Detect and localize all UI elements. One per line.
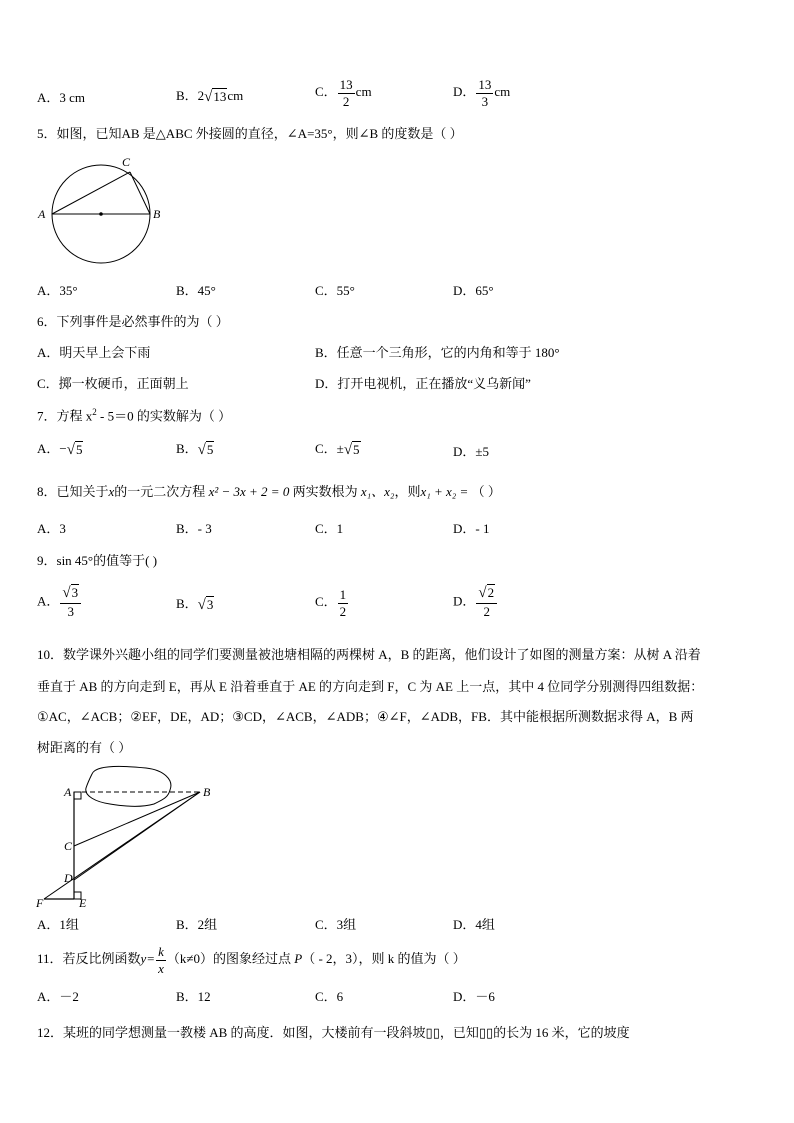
q9-option-c: C． $\frac{1}{2}$ [315, 587, 347, 619]
q10-line-2: 垂直于 AB 的方向走到 E，再从 E 沿着垂直于 AE 的方向走到 F，C 为 AE 上一点，其中 4 位同学分别测得四组数据： [37, 679, 704, 694]
q9-stem: 9．sin 45°的值等于( ) [37, 553, 158, 568]
q5-circle-figure [34, 150, 174, 280]
q5-stem: 5．如图，已知AB 是△ABC 外接圆的直径，∠A=35°，则∠B 的度数是（ ） [37, 126, 463, 141]
q10-line-4: 树距离的有（ ） [37, 740, 132, 755]
q5-option-b: B．45° [176, 283, 216, 298]
fig-label-c: C [122, 155, 131, 169]
q6-option-c: C．掷一枚硬币，正面朝上 [37, 376, 189, 391]
q11-option-d: D．－6 [453, 989, 495, 1004]
q7-option-b: B．√5 [176, 441, 214, 458]
fig-label-b: B [203, 785, 211, 799]
q6-option-a: A．明天早上会下雨 [37, 345, 151, 360]
q4-option-b: B．2√13cm [176, 88, 244, 105]
fig-label-f: F [36, 896, 44, 910]
q6-option-b: B．任意一个三角形，它的内角和等于 180° [315, 345, 560, 360]
fig-label-b: B [153, 207, 161, 221]
q4-option-d: D． $\frac{13}{3}$ cm [453, 77, 511, 109]
q8-option-d: D．- 1 [453, 521, 490, 536]
q8-option-a: A．3 [37, 521, 66, 536]
q4-option-a: A．3 cm [37, 90, 86, 105]
q9-option-b: B．√3 [176, 596, 214, 613]
q10-line-1: 10．数学课外兴趣小组的同学们要测量被池塘相隔的两棵树 A，B 的距离，他们设计了如图的测量方案：从树 A 沿着 [37, 647, 701, 662]
q10-line-3: ①AC，∠ACB；②EF，DE，AD；③CD，∠ACB，∠ADB；④∠F，∠ADB，FB．其中能根据所测数据求得 A，B 两 [37, 709, 694, 724]
q11-option-a: A．－2 [37, 989, 79, 1004]
q10-option-d: D．4组 [453, 917, 495, 932]
q11-option-c: C．6 [315, 989, 344, 1004]
q12-stem: 12．某班的同学想测量一教楼 AB 的高度．如图，大楼前有一段斜坡▯▯，已知▯▯的长为 16 米，它的坡度 [37, 1025, 630, 1040]
q7-option-d: D．±5 [453, 444, 490, 459]
q7-option-c: C．±√5 [315, 441, 360, 458]
q9-option-d: D． $\frac{√2}{2}$ [453, 586, 498, 619]
q8-stem: 8．已知关于x的一元二次方程 x² − 3x + 2 = 0 两实数根为 x₁、x₂，则x₁ + x₂ = （ ） [37, 484, 501, 499]
q11-option-b: B．12 [176, 989, 211, 1004]
q6-option-d: D．打开电视机，正在播放“义乌新闻” [315, 376, 531, 391]
fig-label-c: C [64, 839, 73, 853]
fig-label-a: A [64, 785, 72, 799]
fig-label-d: D [64, 871, 73, 885]
q8-option-c: C．1 [315, 521, 344, 536]
q10-option-a: A．1组 [37, 917, 79, 932]
q5-option-d: D．65° [453, 283, 494, 298]
q5-option-a: A．35° [37, 283, 78, 298]
q9-option-a: A． $\frac{√3}{3}$ [37, 586, 82, 619]
q10-option-c: C．3组 [315, 917, 357, 932]
q8-option-b: B．- 3 [176, 521, 212, 536]
q10-pond-figure [34, 762, 224, 912]
q7-option-a: A．−√5 [37, 441, 83, 458]
q7-stem: 7．方程 $x^2 - 5=0$ 的实数解为（ ） [37, 407, 232, 424]
q4-option-c: C． $\frac{13}{2}$ cm [315, 77, 372, 109]
q6-stem: 6．下列事件是必然事件的为（ ） [37, 314, 229, 329]
fig-label-a: A [38, 207, 46, 221]
q11-stem: 11．若反比例函数y= $\frac{k}{x}$ （k≠0）的图象经过点 P（ - 2，3），则 k 的值为（ ） [37, 944, 466, 976]
q5-option-c: C．55° [315, 283, 355, 298]
fig-label-e: E [79, 896, 87, 910]
q10-option-b: B．2组 [176, 917, 218, 932]
